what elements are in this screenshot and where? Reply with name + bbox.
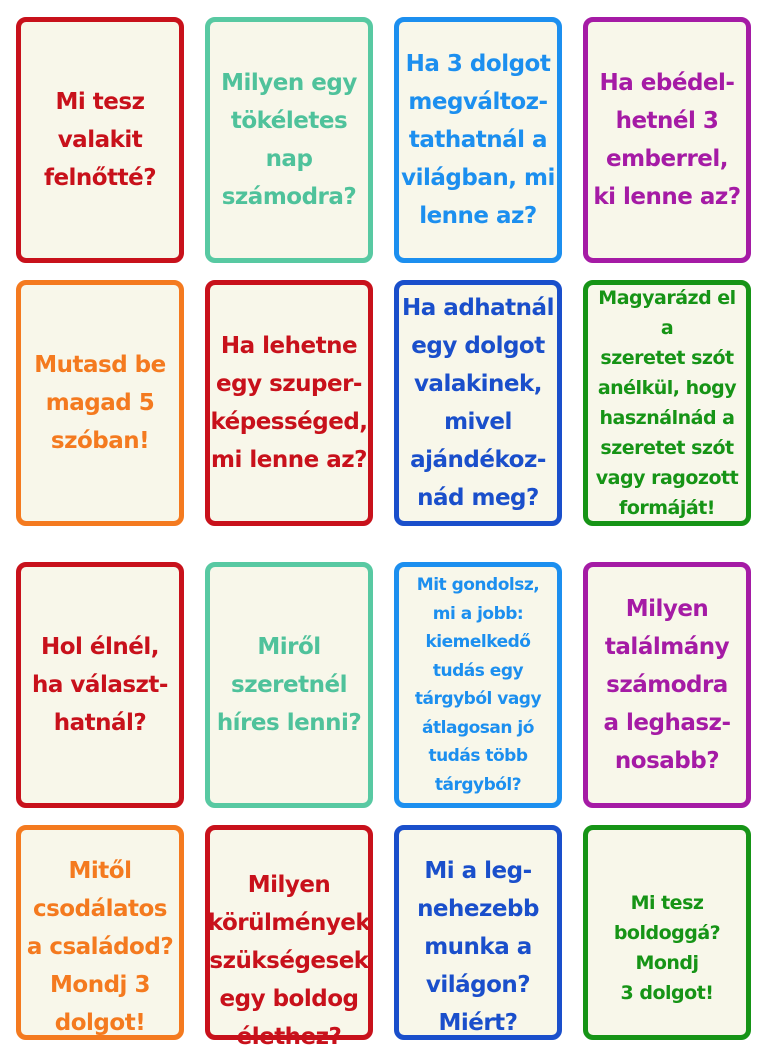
question-text: Mit gondolsz, mi a jobb: kiemelkedő tudás egy tárgyból vagy átlagosan jó tudás több tárgyból? <box>414 575 542 795</box>
question-text: Ha adhatnál egy dolgot valakinek, mivel ajándékoz- nád meg? <box>402 295 554 511</box>
question-card <box>205 825 373 1050</box>
question-text: Milyen egy tökéletes nap számodra? <box>221 70 357 210</box>
question-text: Milyen körülmények szükségesek egy boldog élethez? <box>207 872 371 1050</box>
question-card <box>394 17 562 263</box>
question-card <box>394 825 562 1040</box>
question-card <box>583 17 751 263</box>
question-text: Mi a leg- nehezebb munka a világon? Miért? <box>417 858 539 1036</box>
question-card <box>394 280 562 526</box>
question-card <box>16 280 184 526</box>
question-card <box>394 562 562 808</box>
question-text: Mitől csodálatos a családod? Mondj 3 dolgot! <box>26 858 174 1036</box>
question-text: Miről szeretnél híres lenni? <box>216 634 362 736</box>
question-card <box>205 562 373 808</box>
question-card <box>16 17 184 263</box>
question-card <box>583 825 751 1040</box>
question-text: Mi tesz boldoggá? Mondj 3 dolgot! <box>613 892 721 1004</box>
question-card <box>205 17 373 263</box>
question-text: Hol élnél, ha választ- hatnál? <box>32 634 168 736</box>
question-card <box>583 280 751 526</box>
question-text: Mutasd be magad 5 szóban! <box>34 352 166 454</box>
question-text: Milyen találmány számodra a leghasz- nosabb? <box>603 596 731 774</box>
question-text: Magyarázd el a szeretet szót anélkül, hogy használnád a szeretet szót vagy ragozott formáját! <box>595 287 739 519</box>
question-text: Ha ebédel- hetnél 3 emberrel, ki lenne az? <box>593 70 741 210</box>
question-card <box>583 562 751 808</box>
question-card <box>16 825 184 1040</box>
question-text: Ha 3 dolgot megváltoz- tathatnál a világban, mi lenne az? <box>401 51 555 229</box>
question-text: Ha lehetne egy szuper- képességed, mi lenne az? <box>210 333 368 473</box>
question-text: Mi tesz valakit felnőtté? <box>43 89 157 191</box>
question-card <box>205 280 373 526</box>
question-card <box>16 562 184 808</box>
